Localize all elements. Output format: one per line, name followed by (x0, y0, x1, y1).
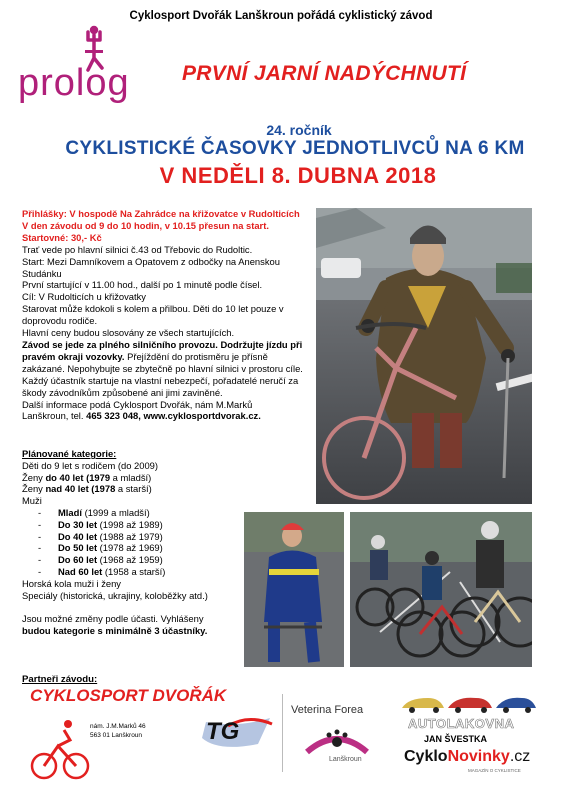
registration-line-2: V den závodu od 9 do 10 hodin, v 10.15 přesun na start. (22, 219, 269, 231)
edition: 24. ročník (266, 122, 332, 138)
logo-text: prolog (18, 62, 130, 104)
partner-tg-logo (198, 708, 274, 756)
category-men-sub (22, 531, 252, 543)
traffic-rest: Přejíždění do protisměru je přísně zakázané. Nepohybujte se zbytečně po hlavní silnici v prostoru cíle. Každý účastník startuje na vlastní nebezpečí, pořadatelé neručí za škody závodníkům způsobené ani jimi zaviněné. (22, 350, 303, 398)
veterina-city: Lanškroun (329, 756, 362, 763)
autolakovna-text: AUTOLAKOVNA (408, 716, 515, 731)
finish-text: Cíl: V Rudolticích u křižovatky (22, 291, 146, 303)
category-men-sub (22, 542, 252, 554)
children-photo-icon (350, 512, 532, 667)
svestka-text: JAN ŠVESTKA (424, 734, 488, 744)
sub-rest: (1988 až 1979) (97, 530, 163, 542)
dvorak-address-1: nám. J.M.Marků 46 (90, 723, 146, 730)
equipment-text: Starovat může kdokoli s kolem a přilbou. Děti do 10 let pouze v doprovodu rodiče. (22, 303, 284, 327)
dash: - (38, 565, 42, 577)
dvorak-name: CYKLOSPORT DVOŘÁK (30, 686, 227, 705)
registration-line-1: Přihlášky: V hospodě Na Zahrádce na křižovatce v Rudolticích (22, 208, 300, 219)
women-o40-rest: a starší) (115, 483, 152, 495)
sub-rest: (1978 až 1969) (97, 542, 163, 554)
contact-plain: Lanškroun, tel. (22, 410, 87, 422)
dash: - (38, 554, 42, 566)
sub-bold: Nad 60 let (58, 565, 103, 577)
veterina-name: Veterina Forea (291, 704, 364, 716)
category-men-sub (22, 554, 252, 566)
partner-veterina-forea (282, 694, 388, 772)
dash: - (38, 542, 42, 554)
sub-rest: (1958 a starší) (102, 565, 166, 577)
organizer-line: Cyklosport Dvořák Lanškroun pořádá cyklistický závod (129, 10, 433, 22)
traffic-text (22, 339, 312, 399)
tg-text: TG (206, 718, 240, 745)
partner-autolakovna (398, 692, 538, 782)
category-men-sub (22, 519, 252, 531)
category-men-sub (22, 566, 252, 578)
novinky-part: Novinky (447, 748, 510, 765)
entry-fee: Startovné: 30,- Kč (22, 231, 102, 243)
old-cyclist-photo-icon (316, 208, 532, 504)
cyklo-part: Cyklo (404, 748, 448, 765)
cyklonovinky-logo (404, 748, 530, 766)
veterina-paw-icon (297, 718, 377, 758)
start-text: Start: Mezi Damníkovem a Opatovem z odbočky na Anenskou Studánku (22, 255, 280, 279)
contact-line-1: Další informace podá Cyklosport Dvořák, nám M.Marků (22, 398, 253, 410)
prizes-text: Hlavní ceny budou slosovány ze všech startujících. (22, 327, 235, 339)
sub-bold: Do 40 let (58, 530, 98, 542)
cars-icon (398, 692, 538, 716)
race-date: V NEDĚLI 8. DUBNA 2018 (159, 163, 437, 188)
category-mtb: Horská kola muži i ženy (22, 577, 121, 589)
dash: - (38, 530, 42, 542)
category-women-o40 (22, 483, 252, 495)
women-o40-bold: nad 40 let (1978 (45, 483, 116, 495)
info-block (22, 208, 312, 422)
women-u40-rest: a mladší) (110, 471, 152, 483)
category-note-2: budou kategorie s minimálně 3 účastníky. (22, 625, 208, 637)
sub-rest: (1999 a mladší) (81, 506, 150, 518)
sub-rest: (1998 až 1989) (97, 518, 163, 530)
women-label: Ženy (22, 483, 46, 495)
dvorak-address (90, 722, 146, 740)
prolog-logo (18, 24, 168, 102)
women-label: Ženy (22, 471, 46, 483)
race-title: CYKLISTICKÉ ČASOVKY JEDNOTLIVCŮ NA 6 KM (65, 138, 525, 159)
cz-part: .cz (509, 748, 531, 765)
first-start-text: První startující v 11.00 hod., další po 1 minutě podle čísel. (22, 279, 263, 291)
cyklonovinky-tagline: MAGAZÍN O CYKLISTICE (468, 768, 521, 773)
dash: - (38, 518, 42, 530)
category-children: Děti do 9 let s rodičem (do 2009) (22, 459, 159, 471)
women-u40-bold: do 40 let (1979 (45, 471, 111, 483)
sub-bold: Mladí (58, 506, 82, 518)
dvorak-address-2: 563 01 Lanškroun (90, 732, 143, 739)
category-note-1: Jsou možné změny podle účasti. Vyhlášeny (22, 613, 204, 625)
route-text: Trať vede po hlavní silnici č.43 od Třebovic do Rudoltic. (22, 243, 253, 255)
sub-rest: (1968 až 1959) (97, 554, 163, 566)
headline: PRVNÍ JARNÍ NADÝCHNUTÍ (182, 62, 467, 85)
cyclist-red-icon (30, 716, 90, 782)
photo-racer (244, 512, 344, 667)
racer-photo-icon (244, 512, 344, 667)
categories-heading: Plánované kategorie: (22, 448, 117, 459)
contact-line-2 (22, 410, 312, 422)
traffic-bold: Závod se jede za plného silničního provozu. Dodržujte jízdu při pravém okraji vozovky. (22, 338, 303, 362)
dash: - (38, 506, 42, 518)
sub-bold: Do 30 let (58, 518, 98, 530)
partners-heading: Partneři závodu: (22, 674, 98, 685)
category-men-sub (22, 507, 252, 519)
categories-block (22, 448, 252, 637)
sub-bold: Do 60 let (58, 554, 98, 566)
category-men: Muži (22, 495, 42, 507)
category-women-u40 (22, 472, 252, 484)
photo-children (350, 512, 532, 667)
photo-old-cyclist (316, 208, 532, 504)
sub-bold: Do 50 let (58, 542, 98, 554)
category-special: Speciály (historická, ukrajiny, koloběžky atd.) (22, 589, 208, 601)
contact-bold: 465 323 048, www.cyklosportdvorak.cz. (86, 410, 261, 422)
